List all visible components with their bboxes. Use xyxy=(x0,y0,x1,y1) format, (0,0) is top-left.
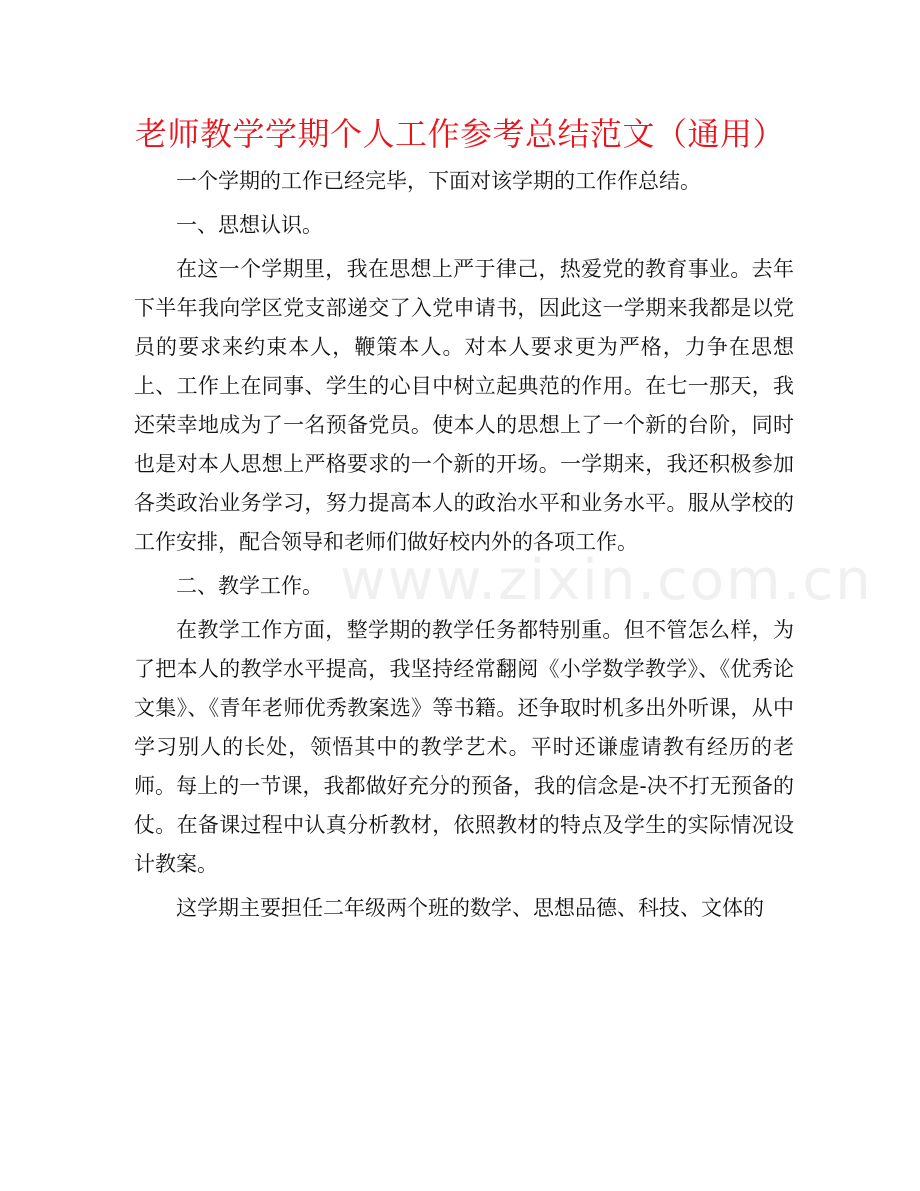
section-heading-teaching: 二、教学工作。 xyxy=(176,574,323,598)
paragraph-intro: 一个学期的工作已经完毕，下面对该学期的工作作总结。 xyxy=(176,169,701,193)
paragraph-thought: 在这一个学期里，我在思想上严于律己，热爱党的教育事业。去年下半年我向学区党支部递交了入党申请书，因此这一学期来我都是以党员的要求来约束本人，鞭策本人。对本人要求更为严格，力争在思想上、工作上在同事、学生的心目中树立起典范的作用。在七一那天，我还荣幸地成为了一名预备党员。使本人的思想上了一个新的台阶，同时也是对本人思想上严格要求的一个新的开场。一学期来，我还积极参加各类政治业务学习，努力提高本人的政治水平和业务水平。服从学校的工作安排，配合领导和老师们做好校内外的各项工作。 xyxy=(134,257,794,554)
document-body xyxy=(134,162,794,933)
section-heading-thought: 一、思想认识。 xyxy=(176,213,323,237)
paragraph-teaching: 在教学工作方面，整学期的教学任务都特别重。但不管怎么样，为了把本人的教学水平提高，我坚持经常翻阅《小学数学教学》、《优秀论文集》、《青年老师优秀教案选》等书籍。还争取时机多出外听课，从中学习别人的长处，领悟其中的教学艺术。平时还谦虚请教有经历的老师。每上的一节课，我都做好充分的预备，我的信念是-决不打无预备的仗。在备课过程中认真分析教材，依照教材的特点及学生的实际情况设计教案。 xyxy=(134,618,794,876)
watermark: www.zixin.com.cn xyxy=(340,548,873,613)
paragraph-duties: 这学期主要担任二年级两个班的数学、思想品德、科技、文体的 xyxy=(176,896,764,920)
document-title: 老师教学学期个人工作参考总结范文（通用） xyxy=(134,115,785,153)
